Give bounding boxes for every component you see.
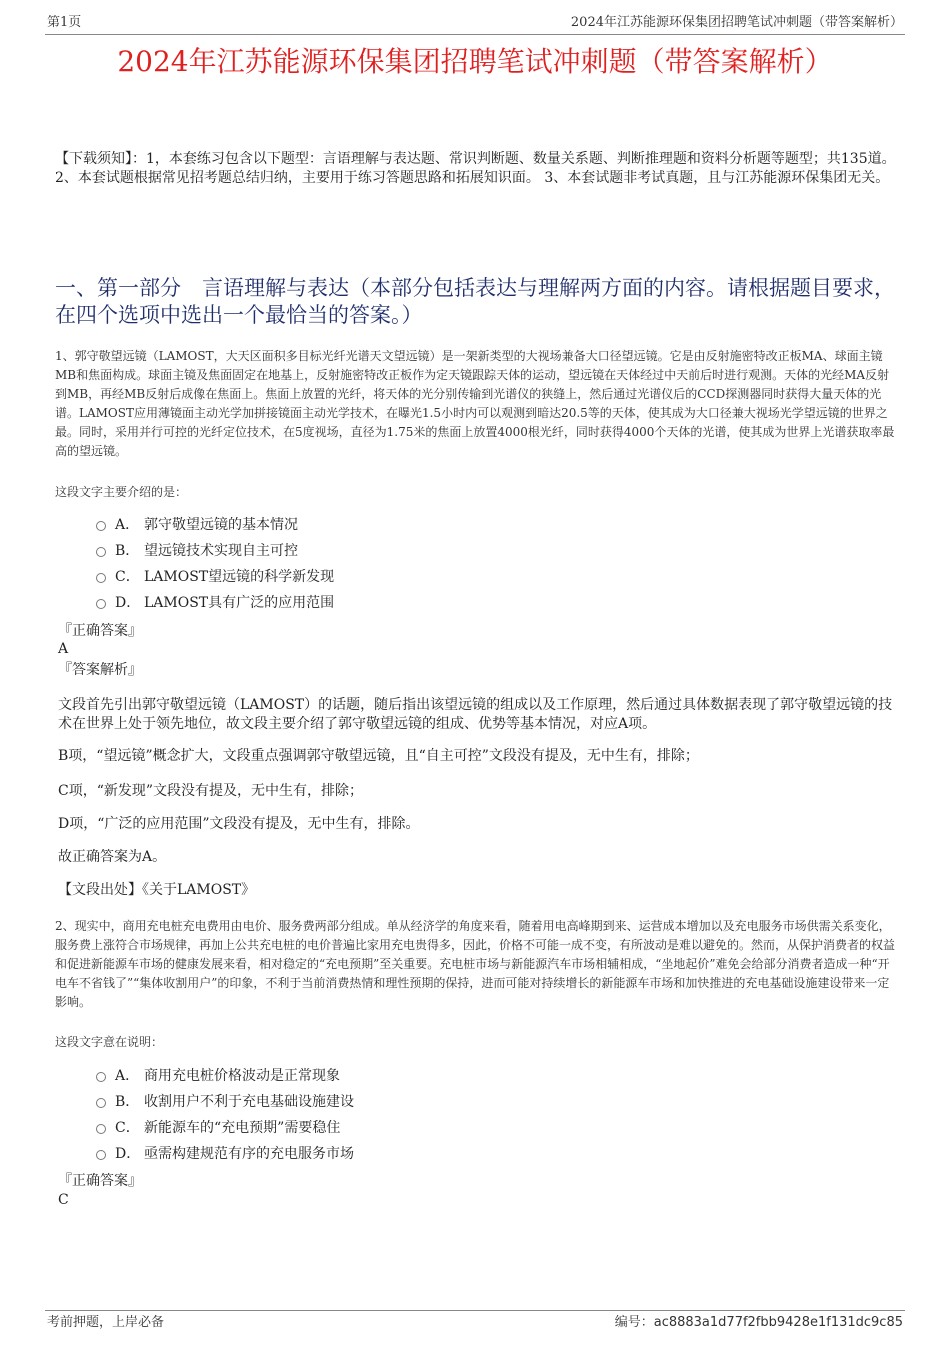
question-1-stem: 这段文字主要介绍的是： — [55, 485, 188, 499]
question-1-option-d[interactable] — [96, 591, 796, 615]
question-1-option-a[interactable] — [96, 513, 796, 537]
option-text: 郭守敬望远镜的基本情况 — [144, 517, 298, 533]
radio-icon[interactable] — [96, 599, 106, 609]
option-text: LAMOST具有广泛的应用范围 — [144, 595, 335, 611]
analysis-paragraph: B项，“望远镜”概念扩大，文段重点强调郭守敬望远镜，且“自主可控”文段没有提及，无中生有，排除； — [58, 748, 699, 764]
option-letter: C． — [115, 1120, 140, 1136]
question-1-answer-label: 『正确答案』 — [58, 623, 142, 639]
question-2-option-b[interactable] — [96, 1090, 796, 1114]
radio-icon[interactable] — [96, 521, 106, 531]
code-label: 编号： — [614, 1315, 654, 1330]
code-value: ac8883a1d77f2fbb9428e1f131dc9c85 — [653, 1315, 903, 1330]
section-heading: 一、第一部分 言语理解与表达（本部分包括表达与理解两方面的内容。请根据题目要求，在四个选项中选出一个最恰当的答案。） — [55, 276, 895, 327]
option-letter: A． — [115, 517, 140, 533]
question-2-option-c[interactable] — [96, 1116, 796, 1140]
question-2-option-d[interactable] — [96, 1142, 796, 1166]
page-footer — [45, 1310, 905, 1333]
question-1-answer: A — [58, 641, 69, 657]
analysis-paragraph: 故正确答案为A。 — [58, 849, 167, 865]
header-doc-title: 2024年江苏能源环保集团招聘笔试冲刺题（带答案解析） — [570, 15, 903, 30]
question-1-option-c[interactable] — [96, 565, 796, 589]
analysis-paragraph: 文段首先引出郭守敬望远镜（LAMOST）的话题，随后指出该望远镜的组成以及工作原理，然后通过具体数据表现了郭守敬望远镜的技术在世界上处于领先地位，故文段主要介绍了郭守敬望远镜的组成、优势等基本情况，对应A项。 — [58, 697, 893, 732]
radio-icon[interactable] — [96, 1124, 106, 1134]
download-notice: 【下载须知】：1，本套练习包含以下题型：言语理解与表达题、常识判断题、数量关系题、判断推理题和资料分析题等题型；共135道。 2、本套试题根据常见招考题总结归纳，主要用于练习答题思路和拓展知识面。 3、本套试题非考试真题，且与江苏能源环保集团无关。 — [55, 151, 896, 186]
question-2-answer: C — [58, 1192, 69, 1208]
radio-icon[interactable] — [96, 1098, 106, 1108]
radio-icon[interactable] — [96, 1072, 106, 1082]
radio-icon[interactable] — [96, 547, 106, 557]
question-2-stem: 这段文字意在说明： — [55, 1035, 164, 1049]
radio-icon[interactable] — [96, 1150, 106, 1160]
option-text: 收割用户不利于充电基础设施建设 — [144, 1094, 354, 1110]
analysis-paragraph: D项，“广泛的应用范围”文段没有提及，无中生有，排除。 — [58, 816, 420, 832]
footer-slogan: 考前押题，上岸必备 — [47, 1315, 165, 1330]
option-text: 亟需构建规范有序的充电服务市场 — [144, 1146, 354, 1162]
option-text: LAMOST望远镜的科学新发现 — [144, 569, 335, 585]
question-2-answer-label: 『正确答案』 — [58, 1173, 142, 1189]
option-letter: C． — [115, 569, 140, 585]
option-letter: B． — [115, 543, 140, 559]
document-title: 2024年江苏能源环保集团招聘笔试冲刺题（带答案解析） — [117, 45, 833, 78]
source-citation: 【文段出处】《关于LAMOST》 — [58, 882, 256, 898]
option-text: 商用充电桩价格波动是正常现象 — [144, 1068, 340, 1084]
option-letter: A． — [115, 1068, 140, 1084]
option-text: 新能源车的“充电预期”需要稳住 — [144, 1120, 341, 1136]
page-header — [45, 14, 905, 35]
question-1-analysis-label: 『答案解析』 — [58, 662, 142, 678]
question-1-option-b[interactable] — [96, 539, 796, 563]
question-2-text: 2、现实中，商用充电桩充电费用由电价、服务费两部分组成。单从经济学的角度来看，随着用电高峰期到来、运营成本增加以及充电服务市场供需关系变化，服务费上涨符合市场规律，再加上公共充电桩的电价普遍比家用充电贵得多，因此，价格不可能一成不变，有所波动是难以避免的。然而，从保护消费者的权益和促进新能源车市场的健康发展来看，相对稳定的“充电预期”至关重要。充电桩市场与新能源汽车市场相辅相成，“坐地起价”难免会给部分消费者造成一种“开电车不省钱了”“集体收割用户”的印象，不利于当前消费热情和理性预期的保持，进而可能对持续增长的新能源车市场和加快推进的充电基础设施建设带来一定影响。 — [55, 919, 896, 1009]
option-letter: D． — [115, 595, 141, 611]
document-code — [615, 1313, 903, 1333]
question-1-text: 1、郭守敬望远镜（LAMOST，大天区面积多目标光纤光谱天文望远镜）是一架新类型的大视场兼备大口径望远镜。它是由反射施密特改正板MA、球面主镜MB和焦面构成。球面主镜及焦面固定在地基上，反射施密特改正板作为定天镜跟踪天体的运动，望远镜在天体经过中天前后时进行观测。天体的光经MA反射到MB，再经MB反射后成像在焦面上。焦面上放置的光纤，将天体的光分别传输到光谱仪的狭缝上，然后通过光谱仪后的CCD探测器同时获得大量天体的光谱。LAMOST应用薄镜面主动光学加拼接镜面主动光学技术，在曝光1.5小时内可以观测到暗达20.5等的天体，使其成为大口径兼大视场光学望远镜的世界之最。同时，采用并行可控的光纤定位技术，在5度视场，直径为1.75米的焦面上放置4000根光纤，同时获得4000个天体的光谱，使其成为世界上光谱获取率最高的望远镜。 — [55, 349, 895, 458]
page-number: 第1页 — [47, 15, 82, 30]
option-letter: B． — [115, 1094, 140, 1110]
option-letter: D． — [115, 1146, 141, 1162]
option-text: 望远镜技术实现自主可控 — [144, 543, 298, 559]
question-2-option-a[interactable] — [96, 1064, 796, 1088]
analysis-paragraph: C项，“新发现”文段没有提及，无中生有，排除； — [58, 783, 364, 799]
radio-icon[interactable] — [96, 573, 106, 583]
